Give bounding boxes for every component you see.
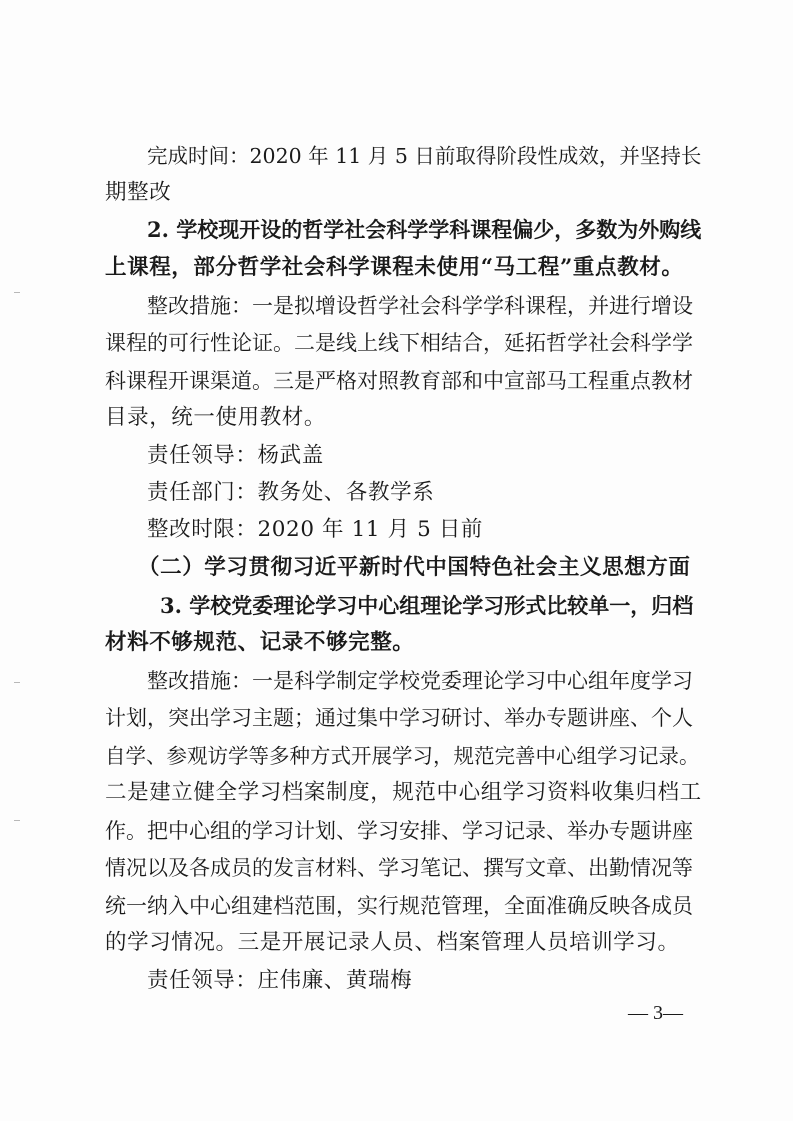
text-line: 情况以及各成员的发言材料、学习笔记、撰写文章、出勤情况等 [105, 856, 693, 880]
text-line: 的学习情况。三是开展记录人员、档案管理人员培训学习。 [105, 930, 680, 955]
text-line: 责任部门：教务处、各教学系 [147, 480, 435, 505]
text-line: 整改措施：一是科学制定学校党委理论学习中心组年度学习 [147, 669, 693, 693]
text-line: 自学、参观访学等多种方式开展学习，规范完善中心组学习记录。 [105, 744, 700, 768]
binding-mark [14, 682, 20, 683]
section-heading: 材料不够规范、记录不够完整。 [105, 630, 415, 655]
section-heading: （二）学习贯彻习近平新时代中国特色社会主义思想方面 [138, 555, 691, 580]
text-line: 整改措施：一是拟增设哲学社会科学学科课程，并进行增设 [147, 294, 693, 318]
page-number: — 3— [628, 1002, 683, 1024]
section-heading: 2. 学校现开设的哲学社会科学学科课程偏少，多数为外购线 [147, 217, 702, 242]
text-line: 二是建立健全学习档案制度，规范中心组学习资料收集归档工 [105, 780, 702, 805]
text-line: 计划，突出学习主题；通过集中学习研讨、举办专题讲座、个人 [105, 706, 693, 730]
text-line: 完成时间：2020 年 11 月 5 日前取得阶段性成效，并坚持长 [147, 144, 702, 168]
binding-mark [14, 820, 20, 821]
binding-mark [14, 292, 20, 293]
text-line: 作。把中心组的学习计划、学习安排、学习记录、举办专题讲座 [105, 819, 693, 843]
text-line: 责任领导：庄伟廉、黄瑞梅 [147, 968, 413, 993]
text-line: 科课程开课渠道。三是严格对照教育部和中宣部马工程重点教材 [105, 369, 693, 393]
section-heading: 上课程，部分哲学社会科学课程未使用“马工程”重点教材。 [105, 255, 684, 280]
text-line: 整改时限：2020 年 11 月 5 日前 [147, 517, 484, 542]
text-line: 课程的可行性论证。二是线上线下相结合，延拓哲学社会科学学 [105, 331, 693, 355]
text-line: 期整改 [105, 180, 172, 205]
section-heading: 3. 学校党委理论学习中心组理论学习形式比较单一，归档 [160, 593, 694, 618]
text-line: 目录，统一使用教材。 [105, 405, 327, 430]
text-line: 责任领导：杨武盖 [147, 443, 324, 468]
text-line: 统一纳入中心组建档范围，实行规范管理，全面准确反映各成员 [105, 894, 693, 918]
